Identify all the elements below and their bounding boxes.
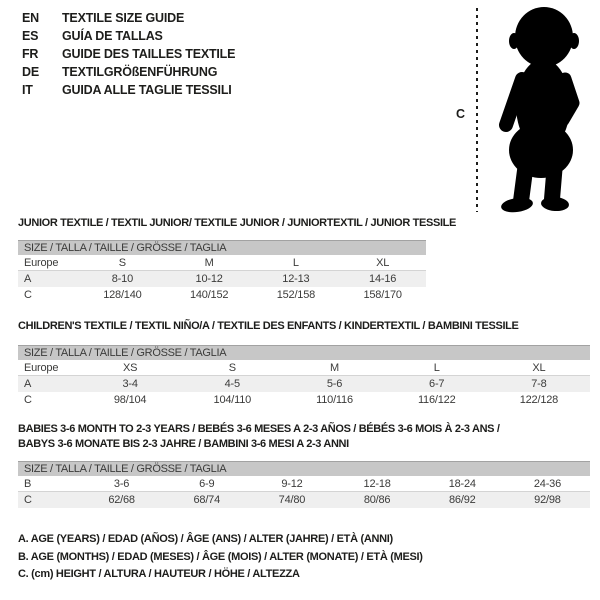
size-cell: 12-13 xyxy=(282,273,310,285)
row-label: A xyxy=(24,273,32,285)
size-cell: 104/110 xyxy=(213,394,252,406)
footnote-a: A. AGE (YEARS) / EDAD (AÑOS) / ÂGE (ANS) / ALTER (JAHRE) / ETÀ (ANNI) xyxy=(18,533,393,545)
language-row-it xyxy=(22,81,235,99)
row-label: C xyxy=(24,494,32,506)
size-row-c xyxy=(18,287,426,303)
size-cell: 24-36 xyxy=(533,478,562,490)
size-table xyxy=(18,240,426,303)
size-cell: 14-16 xyxy=(369,273,397,285)
size-cell: 12-18 xyxy=(363,478,391,490)
section-title-line: BABIES 3-6 MONTH TO 2-3 YEARS / BEBÉS 3-6 MESES A 2-3 AÑOS / BÉBÉS 3-6 MOIS À 2-3 ANS / xyxy=(18,423,500,435)
size-cell: 5-6 xyxy=(326,378,343,390)
size-cell: 3-4 xyxy=(122,378,138,390)
section-title-line: JUNIOR TEXTILE / TEXTIL JUNIOR/ TEXTILE JUNIOR / JUNIORTEXTIL / JUNIOR TESSILE xyxy=(18,217,457,229)
footnote-b: B. AGE (MONTHS) / EDAD (MESES) / ÂGE (MOIS) / ALTER (MONATE) / ETÀ (MESI) xyxy=(18,550,423,563)
size-table-header-bar: SIZE / TALLA / TAILLE / GRÖSSE / TAGLIA xyxy=(18,345,590,360)
language-row-es xyxy=(22,27,235,45)
size-cell: 7-8 xyxy=(531,378,547,390)
size-row-europe xyxy=(18,360,590,376)
language-title: GUIDE DES TAILLES TEXTILE xyxy=(62,47,236,61)
size-cell: 128/140 xyxy=(103,289,142,301)
language-code: FR xyxy=(22,47,39,61)
size-cell: S xyxy=(228,362,236,374)
size-cell: S xyxy=(118,257,126,269)
row-label: Europe xyxy=(24,362,59,374)
size-cell: XL xyxy=(376,257,390,269)
size-cell: 80/86 xyxy=(363,494,391,506)
language-title: TEXTILGRÖßENFÜHRUNG xyxy=(62,65,218,79)
size-row-a xyxy=(18,376,590,392)
language-code: DE xyxy=(22,65,39,79)
size-cell: L xyxy=(292,257,299,269)
language-title: GUIDA ALLE TAGLIE TESSILI xyxy=(62,83,232,97)
size-cell: 18-24 xyxy=(448,478,476,490)
language-row-fr xyxy=(22,45,235,63)
size-cell: 8-10 xyxy=(111,273,133,285)
section-babies-textile xyxy=(18,422,590,508)
size-row-europe xyxy=(18,255,426,271)
size-cell: 6-9 xyxy=(199,478,215,490)
size-cell: 140/152 xyxy=(189,289,229,301)
size-cell: 74/80 xyxy=(278,494,306,506)
size-cell: 110/116 xyxy=(316,394,353,406)
size-cell: 62/68 xyxy=(108,494,135,506)
height-measure-label: C xyxy=(456,107,466,121)
row-label: B xyxy=(24,478,32,490)
language-row-en xyxy=(22,9,235,27)
language-row-de xyxy=(22,63,235,81)
height-measure-dashed-line xyxy=(476,8,478,212)
language-list xyxy=(22,9,235,99)
size-table xyxy=(18,461,590,508)
size-cell: L xyxy=(433,362,440,374)
size-cell: XS xyxy=(122,362,138,374)
size-cell: 98/104 xyxy=(113,394,147,406)
size-cell: 158/170 xyxy=(363,289,402,301)
size-row-b xyxy=(18,476,590,492)
size-cell: 6-7 xyxy=(429,378,445,390)
size-table-header-bar: SIZE / TALLA / TAILLE / GRÖSSE / TAGLIA xyxy=(18,240,426,255)
section-title-line: CHILDREN'S TEXTILE / TEXTIL NIÑO/A / TEXTILE DES ENFANTS / KINDERTEXTIL / BAMBINI TESSILE xyxy=(18,320,519,332)
size-cell: 92/98 xyxy=(534,494,561,506)
size-cell: M xyxy=(330,362,339,374)
section-title xyxy=(18,216,457,231)
size-cell: 116/122 xyxy=(417,394,456,406)
language-title: GUÍA DE TALLAS xyxy=(62,29,163,43)
size-cell: XL xyxy=(532,362,546,374)
footnotes xyxy=(18,531,423,584)
size-cell: 9-12 xyxy=(281,478,303,490)
section-title-line: BABYS 3-6 MONATE BIS 2-3 JAHRE / BAMBINI 3-6 MESI A 2-3 ANNI xyxy=(18,438,349,450)
language-code: IT xyxy=(22,83,33,97)
language-code: ES xyxy=(22,29,39,43)
size-cell: 4-5 xyxy=(224,378,240,390)
size-table-header-bar: SIZE / TALLA / TAILLE / GRÖSSE / TAGLIA xyxy=(18,461,590,476)
size-cell: M xyxy=(204,257,214,269)
row-label: C xyxy=(24,394,32,406)
section-title xyxy=(18,422,590,452)
section-childrens-textile xyxy=(18,319,590,408)
size-cell: 86/92 xyxy=(449,494,476,506)
row-label: Europe xyxy=(24,257,59,269)
size-row-c xyxy=(18,392,590,408)
size-cell: 10-12 xyxy=(195,273,223,285)
row-label: A xyxy=(24,378,32,390)
section-title xyxy=(18,319,590,334)
language-title: TEXTILE SIZE GUIDE xyxy=(62,11,185,25)
size-cell: 3-6 xyxy=(113,478,130,490)
size-row-a xyxy=(18,271,426,287)
size-cell: 122/128 xyxy=(519,394,559,406)
size-cell: 68/74 xyxy=(193,494,221,506)
toddler-silhouette-image xyxy=(486,3,600,215)
section-junior-textile xyxy=(18,216,457,303)
language-code: EN xyxy=(22,11,39,25)
footnote-c: C. (cm) HEIGHT / ALTURA / HAUTEUR / HÖHE / ALTEZZA xyxy=(18,568,300,580)
size-cell: 152/158 xyxy=(276,289,316,301)
row-label: C xyxy=(24,289,32,301)
size-row-c xyxy=(18,492,590,508)
size-table xyxy=(18,345,590,408)
